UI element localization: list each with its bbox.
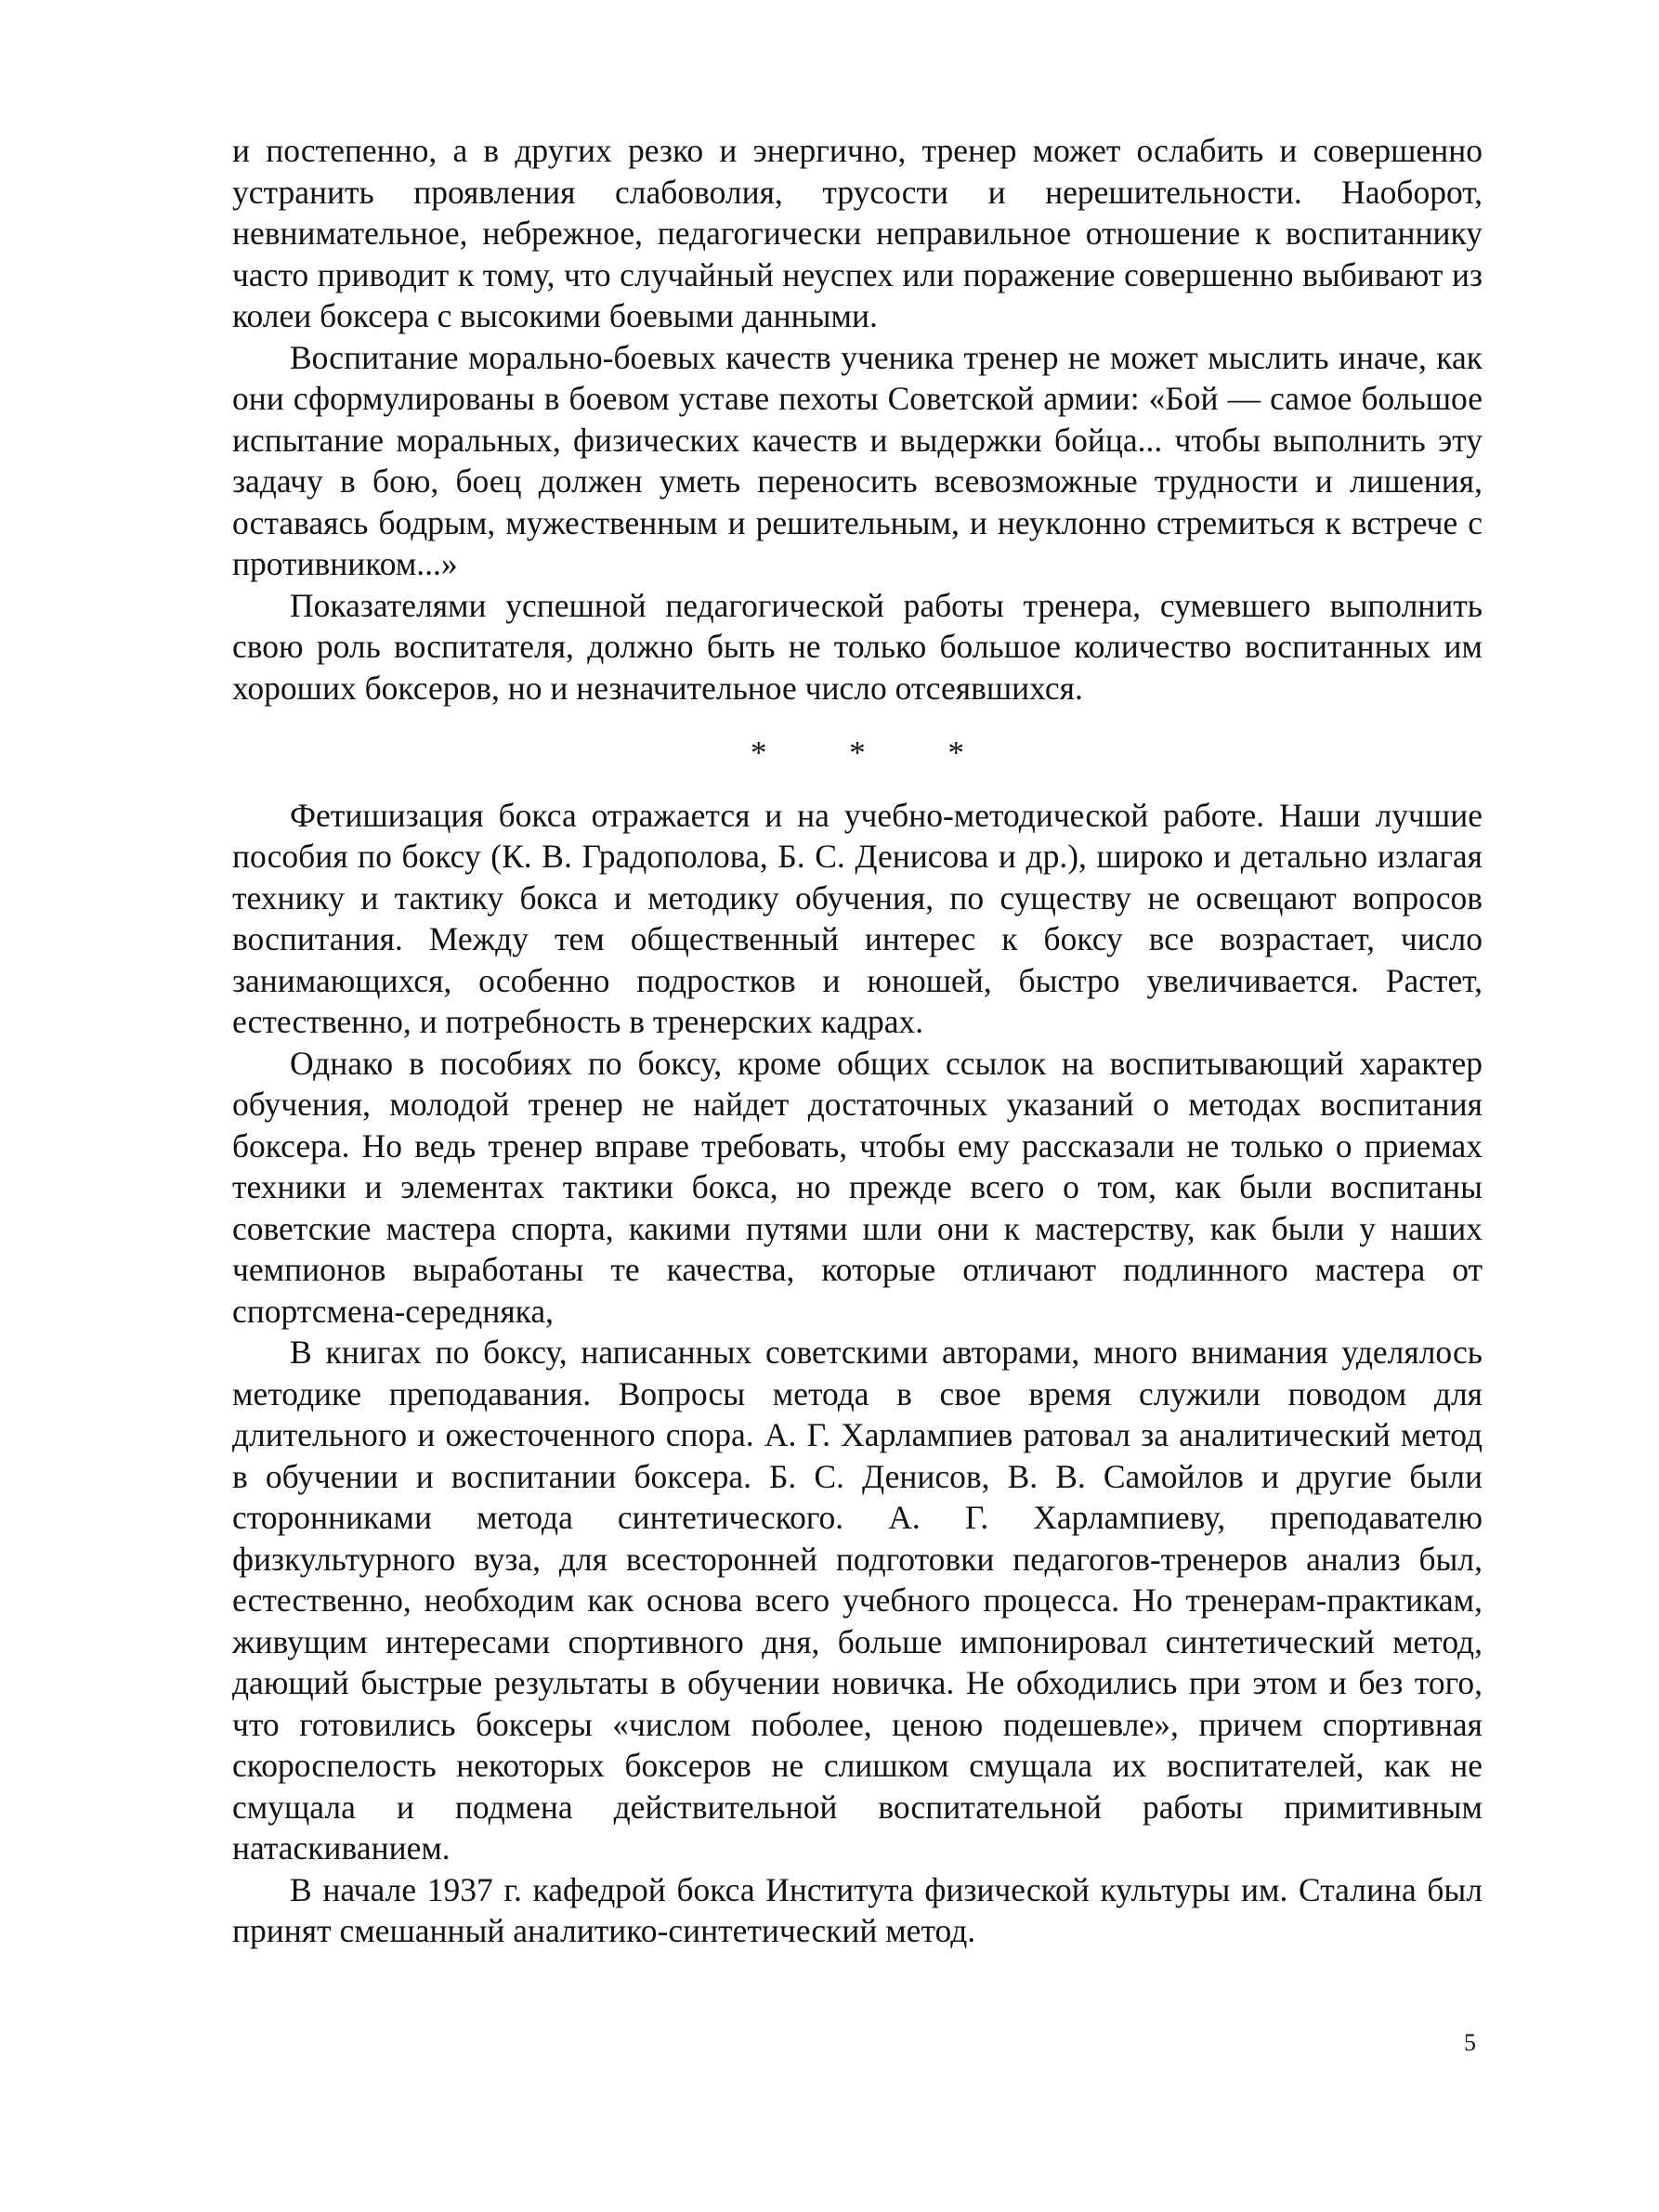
paragraph: Фетишизация бокса отражается и на учебно-методической работе. Наши лучшие пособия по боксу (К. В. Градополова, Б. С. Денисова и др.), широко и детально излагая технику и тактику бокса и методику обучения, по существу не освещают вопросов воспитания. Между тем общественный интерес к боксу все возрастает, число занимающихся, особенно подростков и юношей, быстро увеличивается. Растет, естественно, и потребность в тренерских кадрах.: [232, 796, 1483, 1040]
page-number: 5: [1464, 2029, 1476, 2056]
paragraph: В книгах по боксу, написанных советскими авторами, много внимания уделялось методике преподавания. Вопросы метода в свое время служили поводом для длительного и ожесточенного спора. А. Г. Харлампиев ратовал за аналитический метод в обучении и воспитании боксера. Б. С. Денисов, В. В. Самойлов и другие были сторонниками метода синтетического. А. Г. Харлампиеву, преподавателю физкультурного вуза, для всесторонней подготовки педагогов-тренеров анализ был, естественно, необходим как основа всего учебного процесса. Но тренерам-практикам, живущим интересами спортивного дня, больше импонировал синтетический метод, дающий быстрые результаты в обучении новичка. Не обходились при этом и без того, что готовились боксеры «числом поболее, ценою подешевле», причем спортивная скороспелость некоторых боксеров не слишком смущала их воспитателей, как не смущала и подмена действительной воспитательной работы примитивным натаскиванием.: [232, 1334, 1483, 1867]
paragraph: В начале 1937 г. кафедрой бокса Института физической культуры им. Сталина был принят смешанный аналитико-синтетический метод.: [232, 1870, 1483, 1949]
paragraph: Показателями успешной педагогической работы тренера, сумевшего выполнить свою роль воспитателя, должно быть не только большое количество воспитанных им хороших боксеров, но и незначительное число отсеявшихся.: [232, 586, 1483, 707]
section-separator: * * *: [751, 735, 1001, 771]
body-text: [232, 130, 1483, 1952]
paragraph-continuation: и постепенно, а в других резко и энергично, тренер может ослабить и совершенно устранить проявления слабоволия, трусости и нерешительности. Наоборот, невнимательное, небрежное, педагогически неправильное отношение к воспитаннику часто приводит к тому, что случайный неуспех или поражение совершенно выбивают из колеи боксера с высокими боевыми данными.: [232, 132, 1483, 334]
paragraph: Воспитание морально-боевых качеств ученика тренер не может мыслить иначе, как они сформулированы в боевом уставе пехоты Советской армии: «Бой — самое большое испытание моральных, физических качеств и выдержки бойца... чтобы выполнить эту задачу в бою, боец должен уметь переносить всевозможные трудности и лишения, оставаясь бодрым, мужественным и решительным, и неуклонно стремиться к встрече с противником...»: [232, 338, 1483, 582]
paragraph: Однако в пособиях по боксу, кроме общих ссылок на воспитывающий характер обучения, молодой тренер не найдет достаточных указаний о методах воспитания боксера. Но ведь тренер вправе требовать, чтобы ему рассказали не только о приемах техники и элементах тактики бокса, но прежде всего о том, как были воспитаны советские мастера спорта, какими путями шли они к мастерству, как были у наших чемпионов выработаны те качества, которые отличают подлинного мастера от спортсмена-середняка,: [232, 1044, 1483, 1330]
